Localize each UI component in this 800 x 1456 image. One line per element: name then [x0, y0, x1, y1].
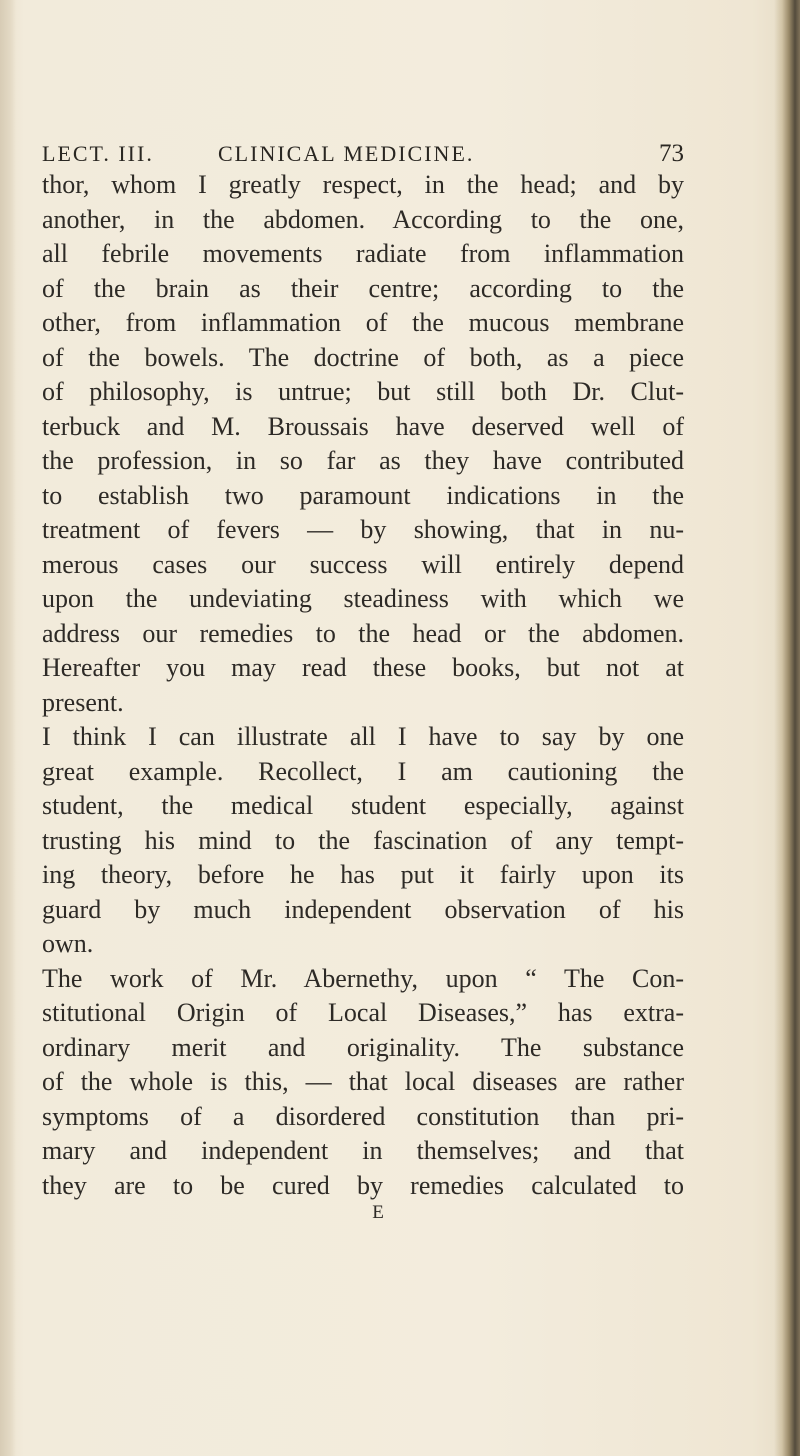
text-line: present. — [42, 687, 124, 717]
page-number: 73 — [659, 140, 684, 167]
text-line: all febrile movements radiate from inflammation — [42, 239, 684, 268]
header-lecture: LECT. III. — [42, 141, 154, 166]
body-text — [42, 168, 684, 1203]
text-line: trusting his mind to the fascination of any tempt- — [42, 825, 684, 855]
running-header — [42, 140, 684, 170]
text-line: merous cases our success will entirely depend — [42, 549, 684, 579]
page-spine-shadow — [774, 0, 800, 1456]
text-line: The work of Mr. Abernethy, upon “ The Con- — [42, 963, 684, 993]
text-line: other, from inflammation of the mucous membrane — [42, 308, 684, 337]
signature-letter: E — [372, 1202, 384, 1223]
text-line: I think I can illustrate all I have to say by one — [42, 722, 684, 751]
text-line: symptoms of a disordered constitution than pri- — [42, 1101, 684, 1131]
text-line: of philosophy, is untrue; but still both Dr. Clut- — [42, 377, 684, 406]
text-line: great example. Recollect, I am cautioning the — [42, 756, 684, 786]
text-line: another, in the abdomen. According to the one, — [42, 204, 684, 234]
header-title: CLINICAL MEDICINE. — [218, 141, 475, 166]
text-line: student, the medical student especially, against — [42, 791, 684, 820]
text-line: of the brain as their centre; according to the — [42, 273, 684, 303]
text-line: guard by much independent observation of his — [42, 894, 684, 924]
text-line: address our remedies to the head or the abdomen. — [42, 618, 684, 648]
text-line: to establish two paramount indications in the — [42, 480, 684, 510]
text-line: they are to be cured by remedies calculated to — [42, 1170, 684, 1200]
text-line: of the whole is this, — that local diseases are rather — [42, 1067, 684, 1096]
text-line: stitutional Origin of Local Diseases,” has extra- — [42, 998, 684, 1027]
text-line: the profession, in so far as they have contributed — [42, 446, 684, 475]
page-left-edge — [0, 0, 16, 1456]
text-line: upon the undeviating steadiness with which we — [42, 584, 684, 613]
signature-mark — [0, 1202, 800, 1224]
text-line: Hereafter you may read these books, but not at — [42, 653, 684, 682]
text-line: thor, whom I greatly respect, in the head; and by — [42, 170, 684, 199]
text-line: ing theory, before he has put it fairly upon its — [42, 860, 684, 889]
text-line: treatment of fevers — by showing, that in nu- — [42, 515, 684, 544]
text-line: own. — [42, 929, 94, 958]
text-line: of the bowels. The doctrine of both, as a piece — [42, 342, 684, 372]
text-line: mary and independent in themselves; and that — [42, 1136, 684, 1165]
text-line: ordinary merit and originality. The substance — [42, 1032, 684, 1062]
text-line: terbuck and M. Broussais have deserved well of — [42, 411, 684, 441]
